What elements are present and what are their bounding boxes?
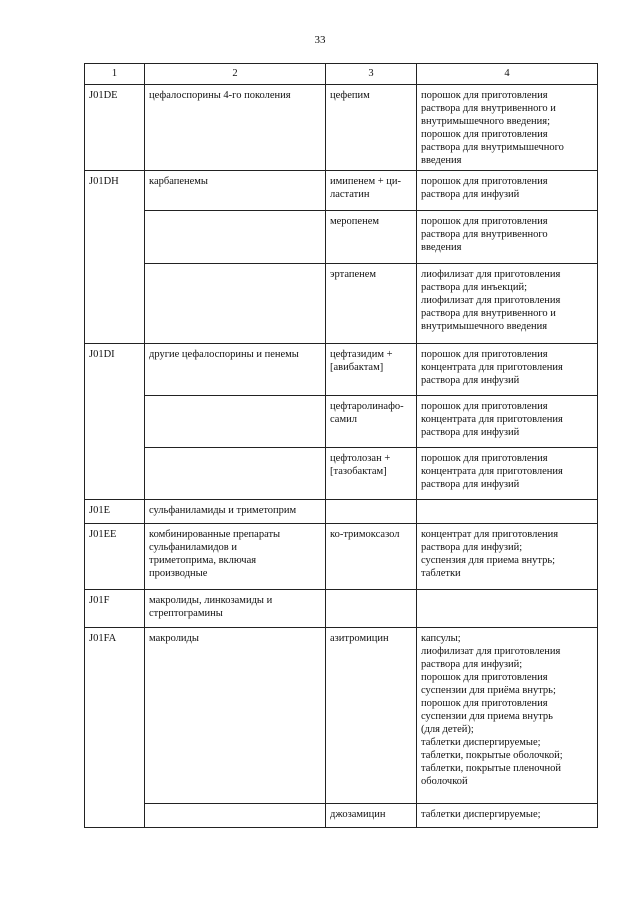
dosage-forms: порошок для приготовления раствора для инфузий — [417, 171, 598, 211]
table-row — [85, 171, 598, 211]
group-name — [145, 264, 326, 344]
dosage-forms: порошок для приготовления концентрата для приготовления раствора для инфузий — [417, 448, 598, 500]
group-name — [145, 804, 326, 828]
dosage-forms: порошок для приготовления раствора для внутривенного и внутримышечного введения; порошок для приготовления раствора для внутримышечного введения — [417, 85, 598, 171]
dosage-forms: таблетки диспергируемые; — [417, 804, 598, 828]
dosage-forms — [417, 500, 598, 524]
drug-name: ко-тримоксазол — [326, 524, 417, 590]
group-name — [145, 211, 326, 264]
atc-code: J01FA — [85, 628, 145, 828]
drug-name: цефтазидим + [авибактам] — [326, 344, 417, 396]
table-row — [85, 590, 598, 628]
group-name — [145, 396, 326, 448]
drug-name: цефтаролинафо- самил — [326, 396, 417, 448]
dosage-forms: порошок для приготовления концентрата для приготовления раствора для инфузий — [417, 396, 598, 448]
group-name: карбапенемы — [145, 171, 326, 211]
column-header-1: 1 — [85, 64, 145, 85]
atc-code: J01DE — [85, 85, 145, 171]
dosage-forms: порошок для приготовления концентрата для приготовления раствора для инфузий — [417, 344, 598, 396]
group-name: другие цефалоспорины и пенемы — [145, 344, 326, 396]
drug-name — [326, 500, 417, 524]
drug-name: азитромицин — [326, 628, 417, 804]
group-name — [145, 448, 326, 500]
table-row — [85, 500, 598, 524]
table-row — [85, 804, 598, 828]
group-name: сульфаниламиды и триметоприм — [145, 500, 326, 524]
drug-name: цефепим — [326, 85, 417, 171]
dosage-forms: капсулы; лиофилизат для приготовления раствора для инфузий; порошок для приготовления суспензии для приёма внутрь; порошок для приготовления суспензии для приема внутрь (для детей); таблетки диспергируемые; таблетки, покрытые оболочкой; таблетки, покрытые пленочной оболочкой — [417, 628, 598, 804]
dosage-forms: лиофилизат для приготовления раствора для инъекций; лиофилизат для приготовления раствора для внутривенного и внутримышечного введения — [417, 264, 598, 344]
column-header-3: 3 — [326, 64, 417, 85]
drug-name: имипенем + ци- ластатин — [326, 171, 417, 211]
table-row — [85, 344, 598, 396]
group-name: комбинированные препараты сульфаниламидов и триметоприма, включая производные — [145, 524, 326, 590]
dosage-forms: порошок для приготовления раствора для внутривенного введения — [417, 211, 598, 264]
atc-code: J01E — [85, 500, 145, 524]
group-name: макролиды, линкозамиды и стрептограмины — [145, 590, 326, 628]
column-header-4: 4 — [417, 64, 598, 85]
drug-name — [326, 590, 417, 628]
header-row — [85, 64, 598, 85]
drug-name: меропенем — [326, 211, 417, 264]
group-name: макролиды — [145, 628, 326, 804]
table-row — [85, 264, 598, 344]
dosage-forms: концентрат для приготовления раствора для инфузий; суспензия для приема внутрь; таблетки — [417, 524, 598, 590]
atc-code: J01DI — [85, 344, 145, 500]
dosage-forms — [417, 590, 598, 628]
table-row — [85, 524, 598, 590]
atc-code: J01F — [85, 590, 145, 628]
table-row — [85, 448, 598, 500]
drug-name: цефтолозан + [тазобактам] — [326, 448, 417, 500]
drug-name: джозамицин — [326, 804, 417, 828]
drug-name: эртапенем — [326, 264, 417, 344]
table-row — [85, 85, 598, 171]
table-row — [85, 396, 598, 448]
medication-table — [84, 63, 598, 828]
atc-code: J01DH — [85, 171, 145, 344]
column-header-2: 2 — [145, 64, 326, 85]
atc-code: J01EE — [85, 524, 145, 590]
table-row — [85, 211, 598, 264]
table-row — [85, 628, 598, 804]
page-number: 33 — [314, 34, 326, 46]
group-name: цефалоспорины 4-го поколения — [145, 85, 326, 171]
